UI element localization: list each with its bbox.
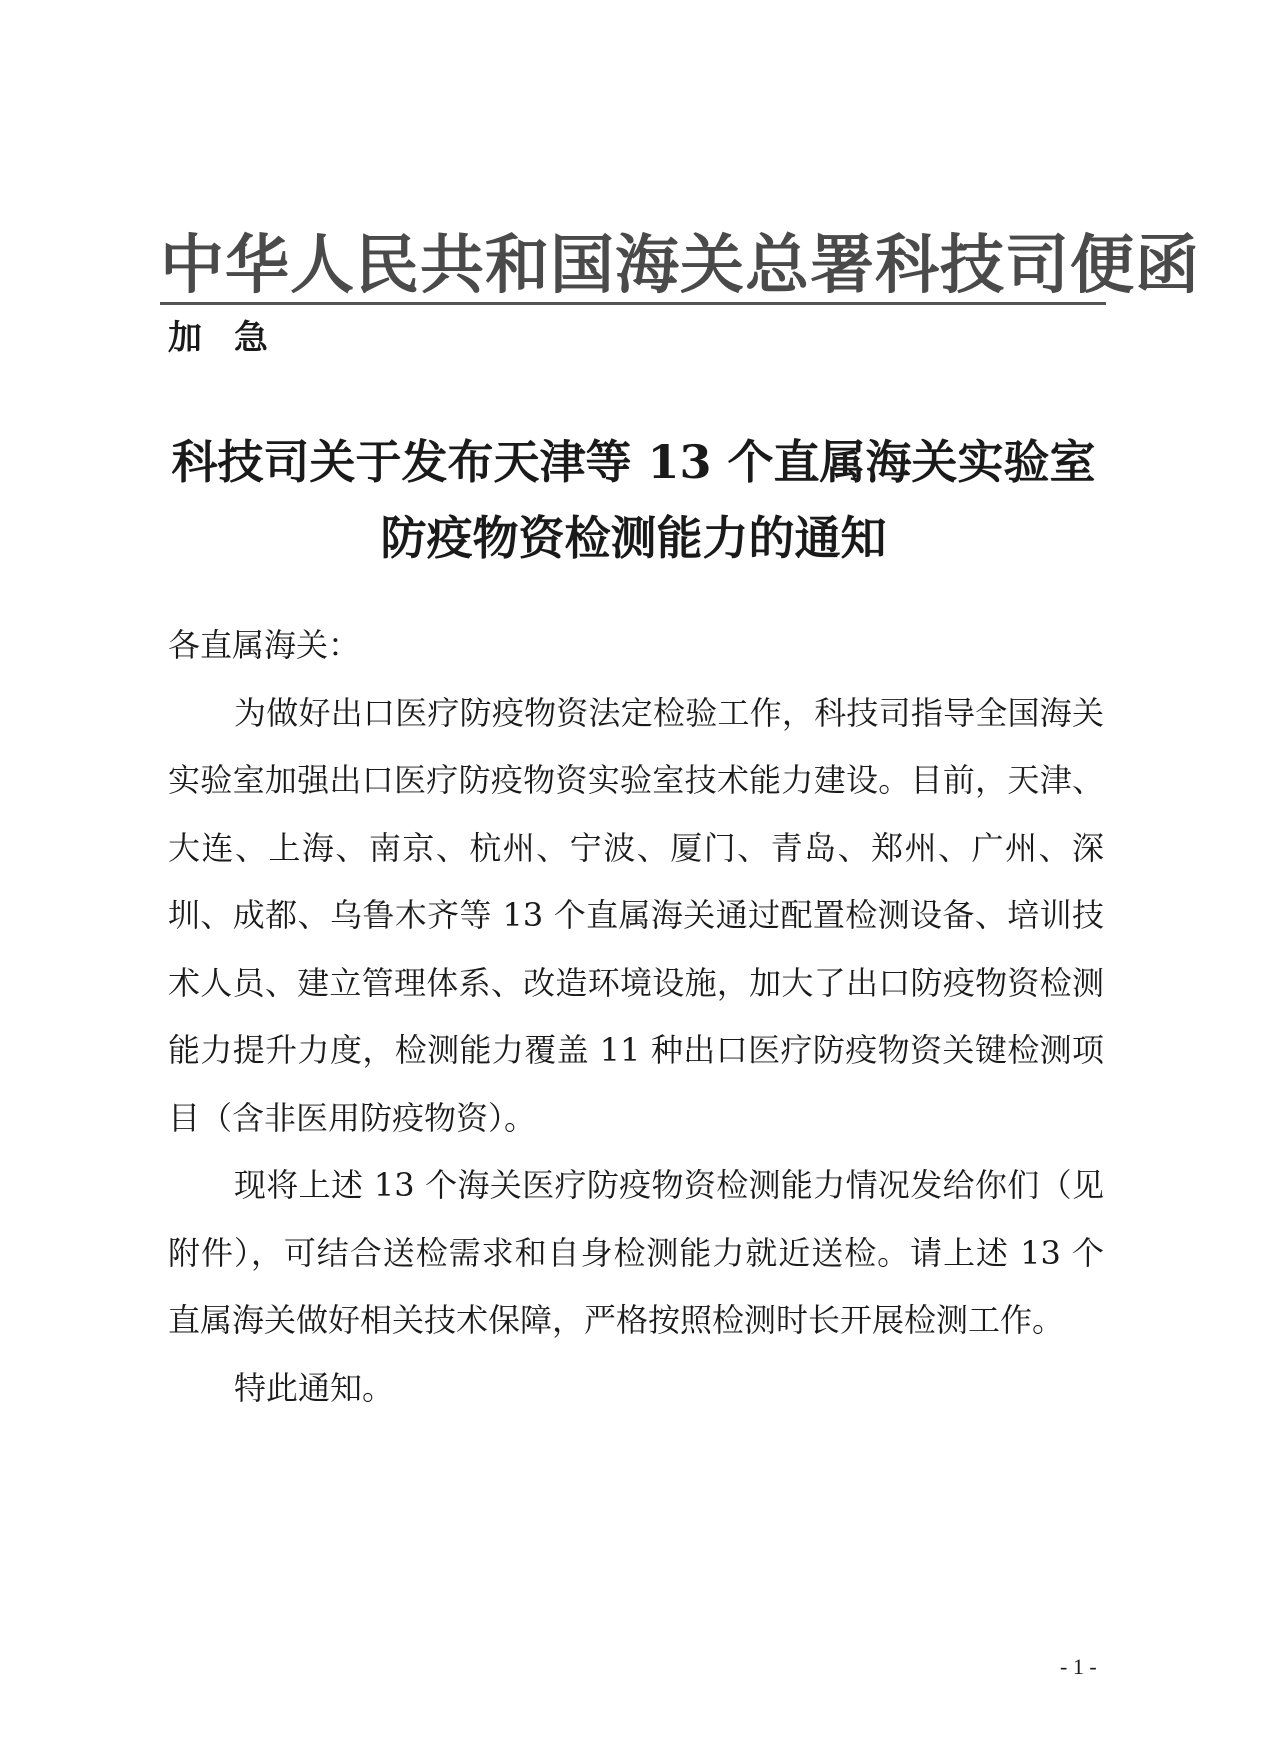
closing-line: 特此通知。 <box>234 1368 395 1407</box>
body-paragraph-1: 为做好出口医疗防疫物资法定检验工作，科技司指导全国海关实验室加强出口医疗防疫物资实验室技术能力建设。目前，天津、大连、上海、南京、杭州、宁波、厦门、青岛、郑州、广州、深圳、成都、乌鲁木齐等 13 个直属海关通过配置检测设备、培训技术人员、建立管理体系、改造环境设施，加大了出口防疫物资检测能力提升力度，检测能力覆盖 11 种出口医疗防疫物资关键检测项目（含非医用防疫物资）。 <box>168 693 1104 1137</box>
letterhead-title: 中华人民共和国海关总署科技司便函 <box>160 228 1200 303</box>
page-number: - 1 - <box>1060 1654 1097 1679</box>
salutation: 各直属海关： <box>168 626 361 664</box>
letterhead-rule <box>160 302 1106 305</box>
notice-title <box>120 424 1147 576</box>
notice-title-line-2: 防疫物资检测能力的通知 <box>380 511 887 565</box>
notice-title-line-1: 科技司关于发布天津等 13 个直属海关实验室 <box>171 435 1096 489</box>
notice-body <box>168 612 1104 1422</box>
body-paragraph-2: 现将上述 13 个海关医疗防疫物资检测能力情况发给你们（见附件），可结合送检需求和自身检测能力就近送检。请上述 13 个直属海关做好相关技术保障，严格按照检测时长开展检测工作。 <box>168 1166 1104 1339</box>
urgency-label: 加急 <box>168 318 300 358</box>
